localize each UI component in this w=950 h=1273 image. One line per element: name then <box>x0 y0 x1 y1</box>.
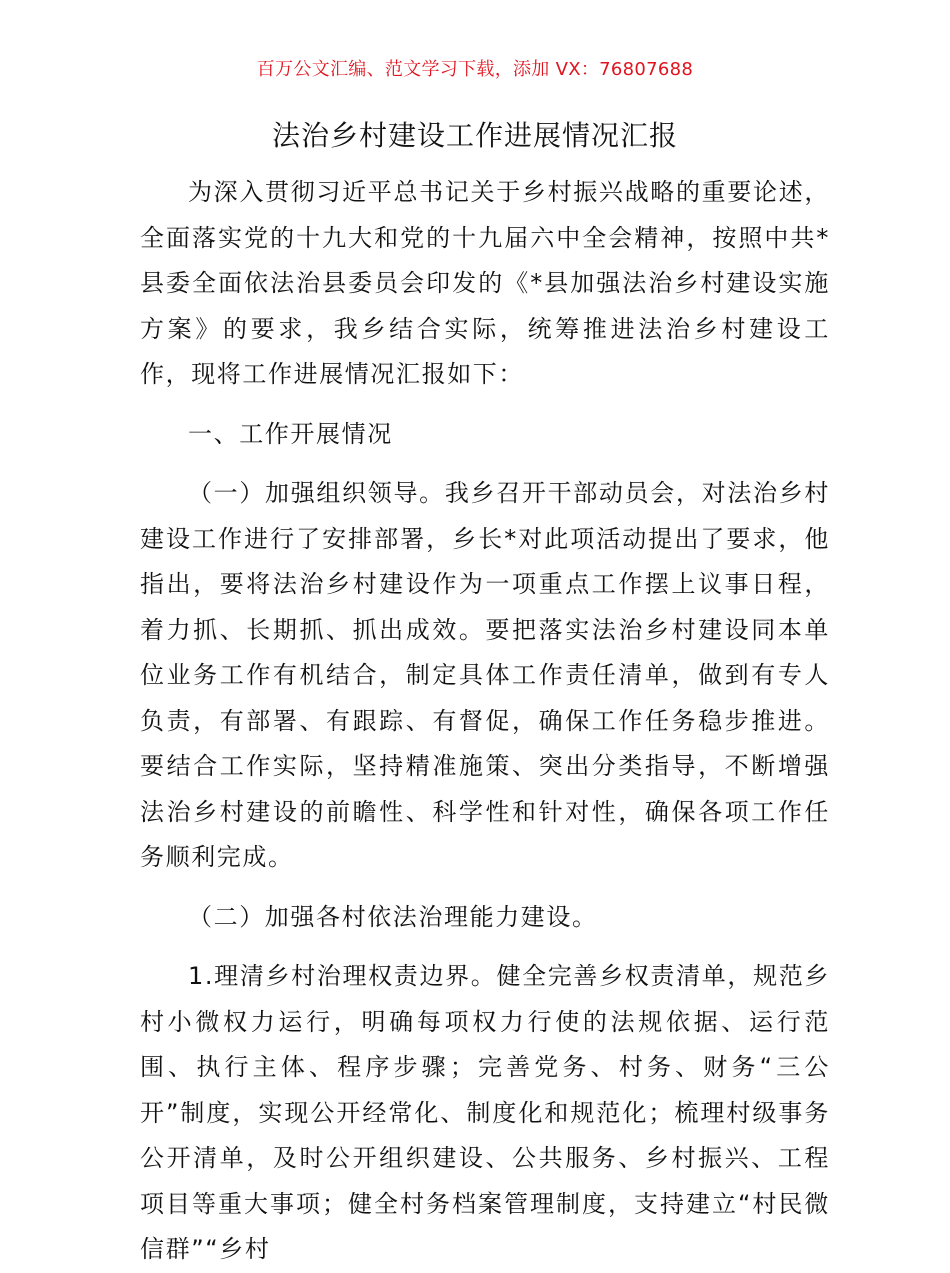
intro-paragraph: 为深入贯彻习近平总书记关于乡村振兴战略的重要论述，全面落实党的十九大和党的十九届六中全会精神，按照中共*县委全面依法治县委员会印发的《*县加强法治乡村建设实施方案》的要求，我乡结合实际，统筹推进法治乡村建设工作，现将工作进展情况汇报如下： <box>140 178 830 388</box>
item-1-paragraph: 1.理清乡村治理权责边界。健全完善乡权责清单，规范乡村小微权力运行，明确每项权力行使的法规依据、运行范围、执行主体、程序步骤；完善党务、村务、财务“三公开”制度，实现公开经常化、制度化和规范化；梳理村级事务公开清单，及时公开组织建设、公共服务、乡村振兴、工程项目等重大事项；健全村务档案管理制度，支持建立“村民微信群”“乡村 <box>140 962 830 1263</box>
subsection-1-paragraph: （一）加强组织领导。我乡召开干部动员会，对法治乡村建设工作进行了安排部署，乡长*对此项活动提出了要求，他指出，要将法治乡村建设作为一项重点工作摆上议事日程，着力抓、长期抓、抓出成效。要把落实法治乡村建设同本单位业务工作有机结合，制定具体工作责任清单，做到有专人负责，有部署、有跟踪、有督促，确保工作任务稳步推进。要结合工作实际，坚持精准施策、突出分类指导，不断增强法治乡村建设的前瞻性、科学性和针对性，确保各项工作任务顺利完成。 <box>140 479 830 871</box>
document-title: 法治乡村建设工作进展情况汇报 <box>271 119 678 152</box>
section-heading-1: 一、工作开展情况 <box>188 419 393 448</box>
document-body <box>140 170 830 1273</box>
watermark-banner: 百万公文汇编、范文学习下载，添加 VX：76807688 <box>256 59 694 80</box>
subsection-heading-2: （二）加强各村依法治理能力建设。 <box>188 902 598 931</box>
